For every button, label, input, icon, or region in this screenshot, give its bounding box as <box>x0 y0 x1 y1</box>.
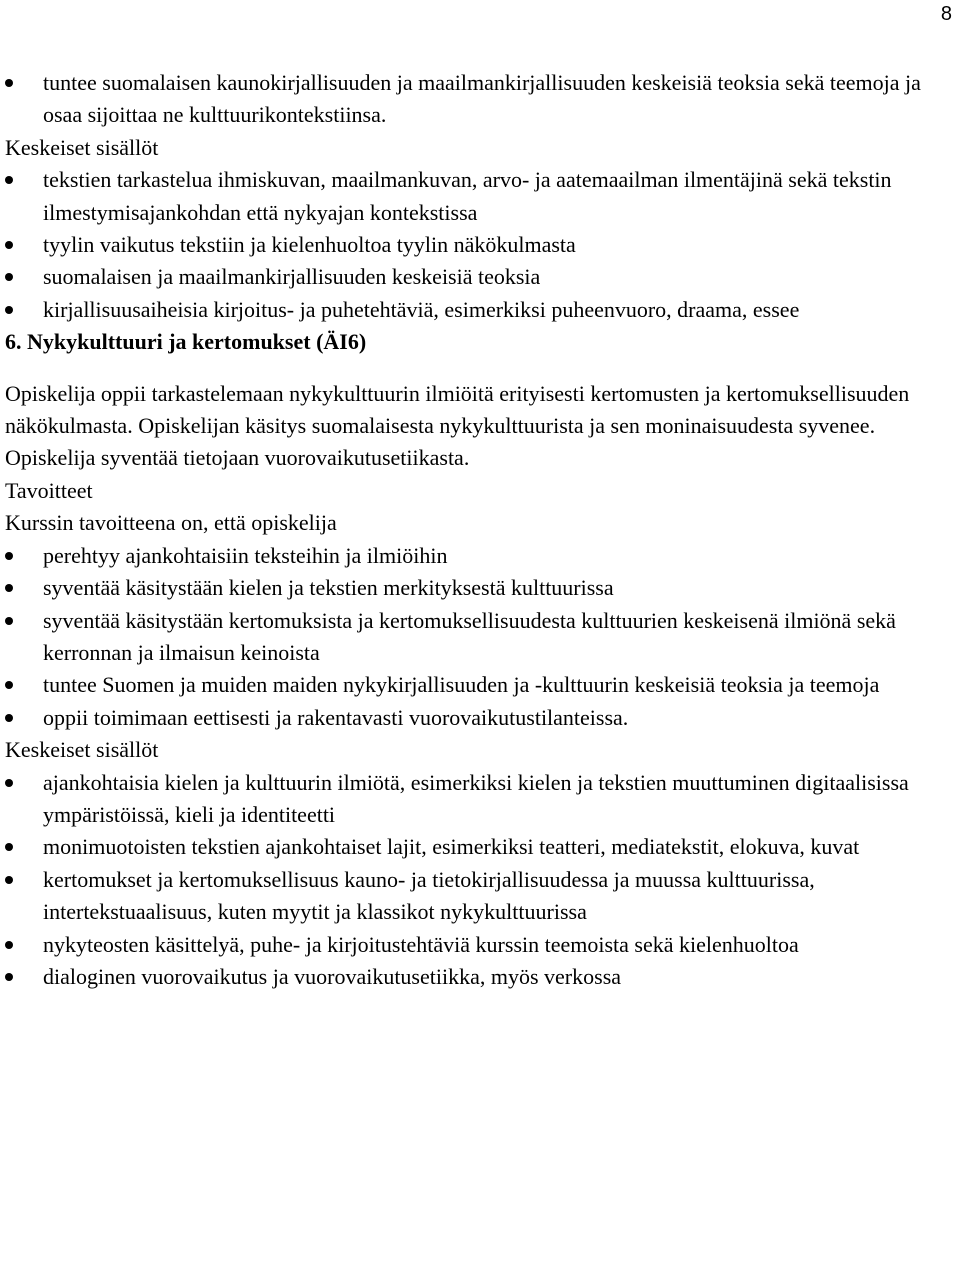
list-item: syventää käsitystään kertomuksista ja kertomuksellisuudesta kulttuurien keskeisenä ilmiönä sekä kerronnan ja ilmaisun keinoista <box>5 605 950 670</box>
list-item: syventää käsitystään kielen ja tekstien merkityksestä kulttuurissa <box>5 572 950 604</box>
page-number: 8 <box>940 3 952 25</box>
section-heading-contents-2: Keskeiset sisällöt <box>5 737 159 763</box>
list-item: kertomukset ja kertomuksellisuus kauno- ja tietokirjallisuudessa ja muussa kulttuurissa, intertekstuaalisuus, kuten myytit ja klassikot nykykulttuurissa <box>5 864 950 929</box>
list-item: tekstien tarkastelua ihmiskuvan, maailmankuvan, arvo- ja aatemaailman ilmentäjinä sekä tekstin ilmestymisajankohdan että nykyajan kontekstissa <box>5 164 950 229</box>
list-item: tyylin vaikutus tekstiin ja kielenhuoltoa tyylin näkökulmasta <box>5 229 950 261</box>
list-item: kirjallisuusaiheisia kirjoitus- ja puhetehtäviä, esimerkiksi puheenvuoro, draama, essee <box>5 294 950 326</box>
contents-1-list <box>5 164 950 326</box>
course-title: 6. Nykykulttuuri ja kertomukset (ÄI6) <box>5 329 367 355</box>
goals-heading: Tavoitteet <box>5 477 93 503</box>
goals-list <box>5 540 950 734</box>
list-item: dialoginen vuorovaikutus ja vuorovaikutusetiikka, myös verkossa <box>5 961 950 993</box>
list-item: oppii toimimaan eettisesti ja rakentavasti vuorovaikutustilanteissa. <box>5 702 950 734</box>
list-item: nykyteosten käsittelyä, puhe- ja kirjoitustehtäviä kurssin teemoista sekä kielenhuoltoa <box>5 929 950 961</box>
document-body <box>5 67 950 993</box>
list-item: tuntee suomalaisen kaunokirjallisuuden ja maailmankirjallisuuden keskeisiä teoksia sekä teemoja ja osaa sijoittaa ne kulttuurikontekstiinsa. <box>5 67 950 132</box>
goals-intro: Kurssin tavoitteena on, että opiskelija <box>5 510 337 536</box>
list-item: perehtyy ajankohtaisiin teksteihin ja ilmiöihin <box>5 540 950 572</box>
list-item: suomalaisen ja maailmankirjallisuuden keskeisiä teoksia <box>5 261 950 293</box>
contents-2-list <box>5 767 950 994</box>
list-item: ajankohtaisia kielen ja kulttuurin ilmiötä, esimerkiksi kielen ja tekstien muuttuminen digitaalisissa ympäristöissä, kieli ja identiteetti <box>5 767 950 832</box>
list-item: tuntee Suomen ja muiden maiden nykykirjallisuuden ja -kulttuurin keskeisiä teoksia ja teemoja <box>5 669 950 701</box>
course-description: Opiskelija oppii tarkastelemaan nykykulttuurin ilmiöitä erityisesti kertomusten ja kertomuksellisuuden näkökulmasta. Opiskelijan käsitys suomalaisesta nykykulttuurista ja sen moninaisuudesta syvenee. Opiskelija syventää tietojaan vuorovaikutusetiikasta. <box>5 380 910 471</box>
list-item: monimuotoisten tekstien ajankohtaiset lajit, esimerkiksi teatteri, mediatekstit, elokuva, kuvat <box>5 831 950 863</box>
intro-bullet-list <box>5 67 950 132</box>
section-heading-contents-1: Keskeiset sisällöt <box>5 134 159 160</box>
